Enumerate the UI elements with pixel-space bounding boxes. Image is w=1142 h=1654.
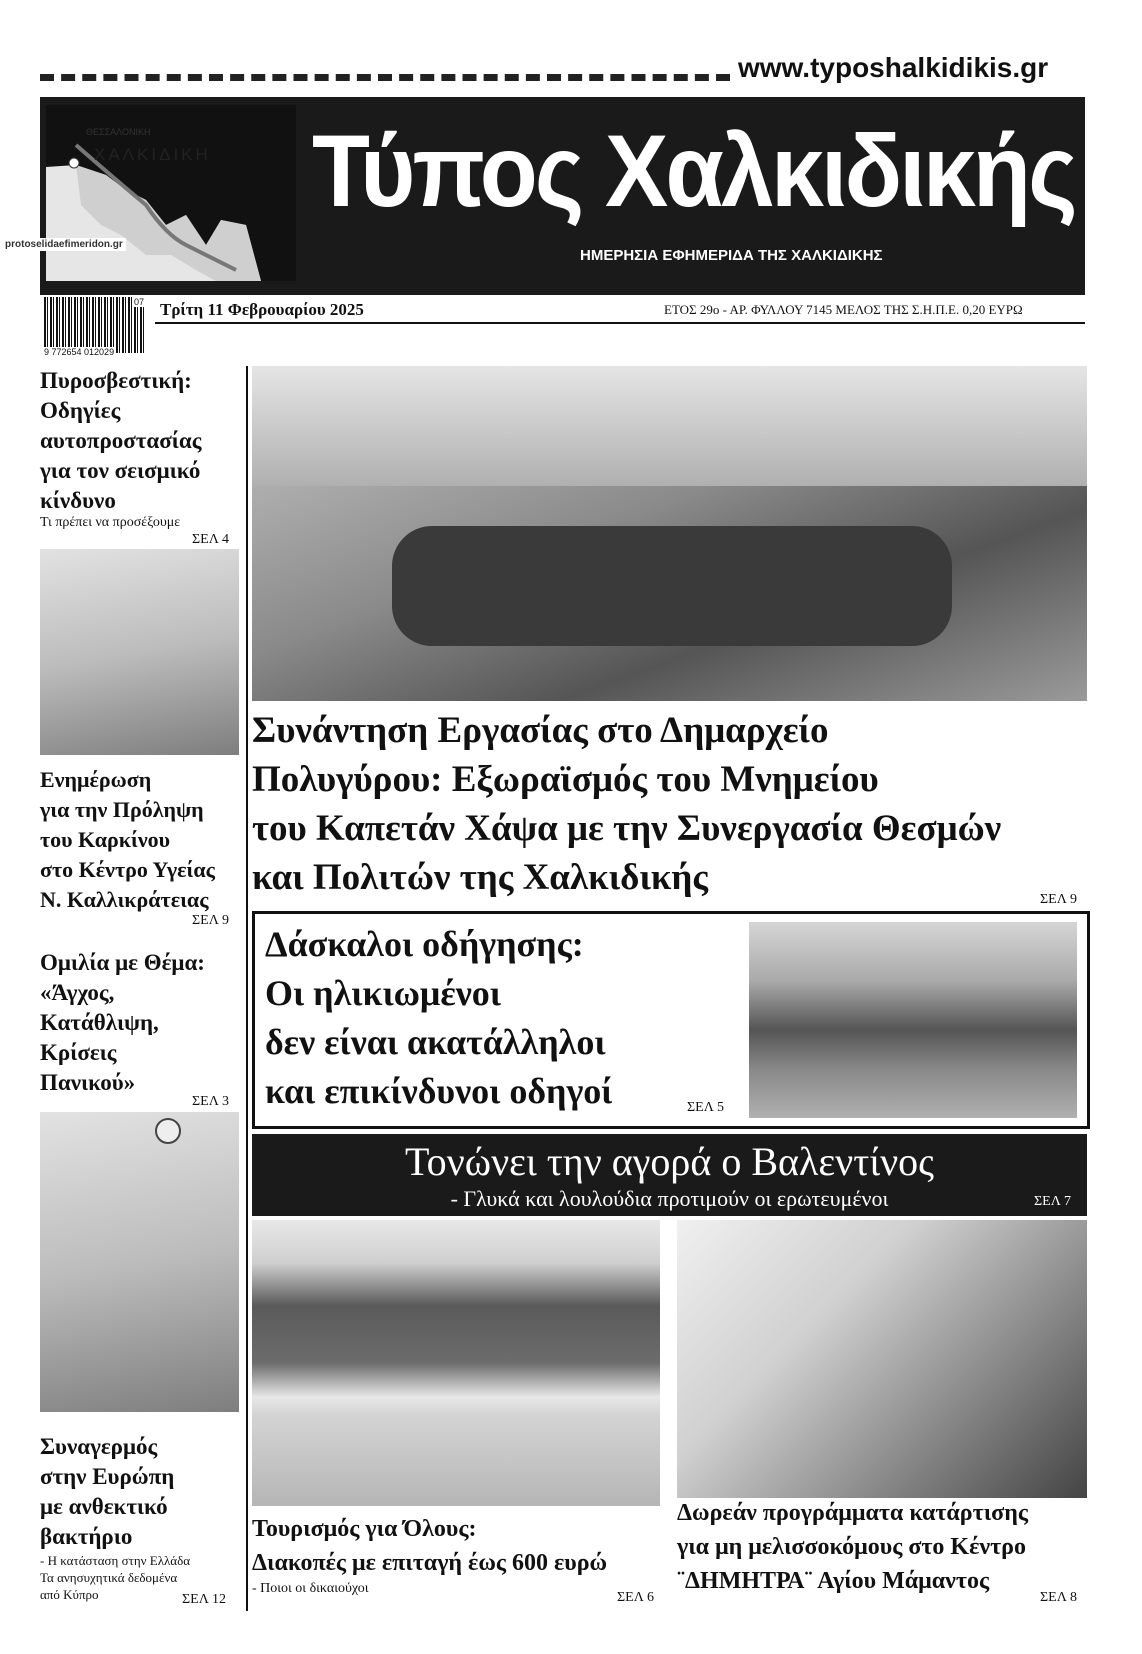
valentine-page: ΣΕΛ 7 [1034,1194,1071,1209]
website-url[interactable]: www.typoshalkidikis.gr [738,52,1049,83]
crashed-car-photo [749,922,1077,1118]
main-headline[interactable]: Συνάντηση Εργασίας στο Δημαρχείο Πολυγύρου: Εξωραϊσμός του Μνημείου του Καπετάν Χάψα με την Συνεργασία Θεσμών και Πολιτών της Χαλκιδικής [252,710,1002,898]
header-rule [155,322,1085,324]
sidebar-story-fire-sub: Τι πρέπει να προσέξουμε [40,515,181,530]
map-label-halkidiki: ΧΑΛΚΙΔΙΚΗ [94,145,211,164]
tourism-page: ΣΕΛ 6 [617,1590,654,1605]
clock-icon [155,1118,181,1144]
sidebar-story-anxiety-headline[interactable]: Ομιλία με Θέμα: «Άγχος, Κατάθλιψη, Κρίσεις Πανικού» [40,950,205,1095]
meeting-photo-wall [252,366,1087,486]
bees-headline[interactable]: Δωρεάν προγράμματα κατάρτισης για μη μελισσοκόμους στο Κέντρο ¨ΔΗΜΗΤΡΑ¨ Αγίου Μάμαντος [677,1500,1028,1594]
meeting-photo-table [392,526,952,646]
barcode-issue: 07 [134,297,145,307]
issue-info: ΕΤΟΣ 29ο - ΑΡ. ΦΥΛΛΟΥ 7145 ΜΕΛΟΣ ΤΗΣ Σ.Η.Π.Ε. 0,20 ΕΥΡΩ [664,302,1023,317]
driving-story-box[interactable] [252,911,1090,1129]
beekeeping-photo [677,1220,1087,1498]
valentine-sub: - Γλυκά και λουλούδια προτιμούν οι ερωτευμένοι [450,1186,889,1211]
newspaper-title: Τύπος Χαλκιδικής [312,114,1075,228]
driving-headline: Δάσκαλοι οδήγησης: Οι ηλικιωμένοι δεν είναι ακατάλληλοι και επικίνδυνοι οδηγοί [265,924,613,1111]
sidebar-story-fire-page: ΣΕΛ 4 [192,532,229,547]
tourism-headline[interactable]: Τουρισμός για Όλους: Διακοπές με επιταγή έως 600 ευρώ [252,1516,608,1576]
map-label-thessaloniki: ΘΕΣΣΑΛΟΝΙΚΗ [86,127,151,137]
halkidiki-map [46,105,296,281]
meeting-photo [252,366,1087,701]
masthead [40,97,1085,295]
header-dashed-rule [40,74,730,81]
map-illustration [46,105,296,281]
main-headline-page: ΣΕΛ 9 [1040,892,1077,907]
valentine-title: Τονώνει την αγορά ο Βαλεντίνος [404,1139,935,1184]
sidebar-story-fire-headline[interactable]: Πυροσβεστική: Οδηγίες αυτοπροστασίας για τον σεισμικό κίνδυνο [40,368,202,513]
newspaper-subtitle: ΗΜΕΡΗΣΙΑ ΕΦΗΜΕΡΙΔΑ ΤΗΣ ΧΑΛΚΙΔΙΚΗΣ [580,247,883,264]
health-center-photo [40,549,239,755]
sidebar-story-bacteria-headline[interactable]: Συναγερμός στην Ευρώπη με ανθεκτικό βακτήριο [40,1434,175,1549]
issue-date: Τρίτη 11 Φεβρουαρίου 2025 [160,300,364,319]
watermark: protoselidaefimeridon.gr [2,238,126,251]
sidebar-story-bacteria-sub: - Η κατάσταση στην Ελλάδα Τα ανησυχητικά δεδομένα από Κύπρο [40,1553,191,1602]
sidebar-story-cancer-page: ΣΕΛ 9 [192,913,229,928]
bees-page: ΣΕΛ 8 [1040,1590,1077,1605]
sidebar-story-bacteria-page: ΣΕΛ 12 [182,1592,226,1607]
sidebar-story-cancer-headline[interactable]: Ενημέρωση για την Πρόληψη του Καρκίνου στο Κέντρο Υγείας Ν. Καλλικράτειας [40,767,215,912]
beach-photo [252,1220,660,1506]
tourism-sub: - Ποιοι οι δικαιούχοι [252,1581,369,1596]
valentine-banner[interactable] [252,1134,1087,1216]
barcode-number: 9 772654 012029 [44,347,115,357]
sidebar-story-anxiety-page: ΣΕΛ 3 [192,1094,229,1109]
column-separator [246,366,248,1611]
barcode [44,297,144,353]
driving-page: ΣΕΛ 5 [687,1100,724,1115]
hospital-corridor-photo [40,1112,239,1412]
